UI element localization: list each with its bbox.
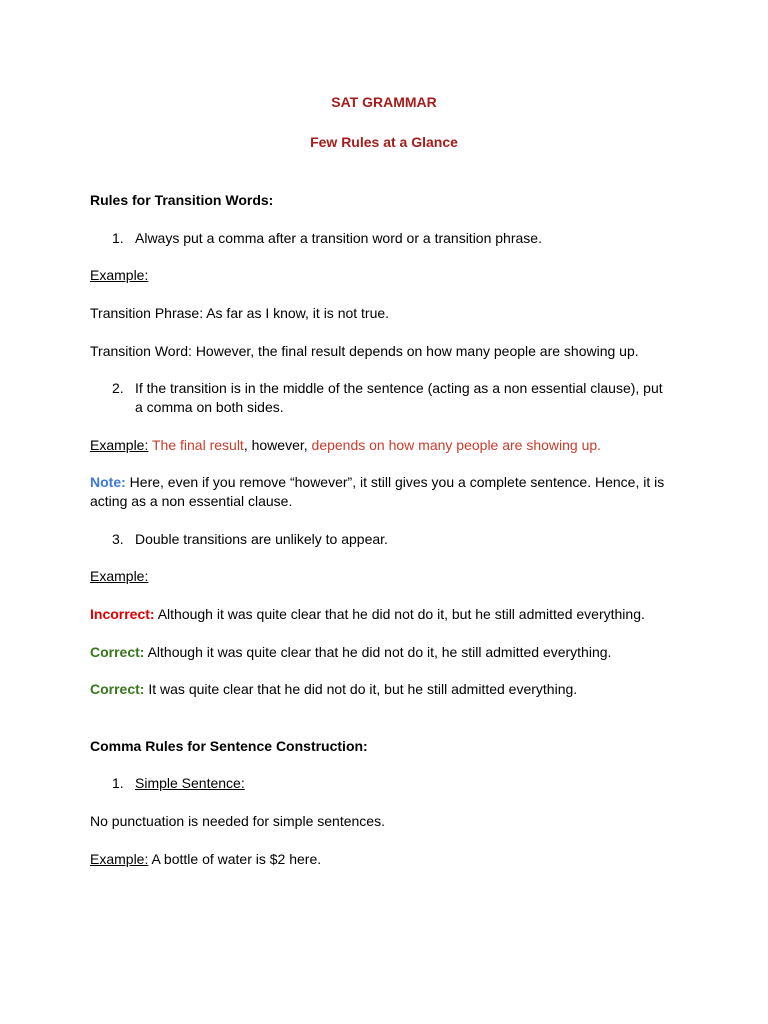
- rule-text: Always put a comma after a transition word or a transition phrase.: [135, 230, 542, 246]
- correct-text: It was quite clear that he did not do it, but he still admitted everything.: [144, 681, 578, 697]
- list-number: 3.: [112, 531, 124, 547]
- note-paragraph: [90, 473, 675, 511]
- section-heading-transition-words: Rules for Transition Words:: [90, 192, 274, 208]
- incorrect-text: Although it was quite clear that he did not do it, but he still admitted everything.: [154, 606, 645, 622]
- example-label-text: Example:: [90, 568, 149, 584]
- simple-sentence-description: No punctuation is needed for simple sentences.: [90, 813, 385, 829]
- correct-example-2: [90, 680, 675, 699]
- correct-label: Correct:: [90, 681, 145, 697]
- example-text: A bottle of water is $2 here.: [148, 851, 322, 867]
- example-label-text: Example:: [90, 437, 149, 453]
- transition-word-example: Transition Word: However, the final result depends on how many people are showing up.: [90, 343, 639, 359]
- rule-item-1: [112, 229, 672, 248]
- rule-text: Double transitions are unlikely to appear.: [135, 531, 388, 547]
- rule-text: If the transition is in the middle of the sentence (acting as a non essential clause), put a comma on both sides.: [135, 380, 663, 415]
- transition-phrase-example: Transition Phrase: As far as I know, it is not true.: [90, 305, 390, 321]
- example-label: [90, 266, 675, 285]
- example-label-text: Example:: [90, 851, 149, 867]
- example-transition-word: , however,: [243, 437, 312, 453]
- example-red-subject: The final result: [152, 437, 244, 453]
- rule-item-2: [112, 379, 672, 417]
- rule-text: Simple Sentence:: [135, 775, 245, 791]
- incorrect-label: Incorrect:: [90, 606, 155, 622]
- example-label: [90, 567, 675, 586]
- incorrect-example: [90, 605, 675, 624]
- list-number: 1.: [112, 775, 124, 791]
- simple-sentence-example: [90, 850, 675, 869]
- example-middle-transition: [90, 436, 675, 455]
- correct-text: Although it was quite clear that he did not do it, he still admitted everything.: [144, 644, 612, 660]
- list-number: 2.: [112, 380, 124, 396]
- note-label: Note:: [90, 474, 126, 490]
- comma-rule-item-1: [112, 774, 672, 793]
- correct-example-1: [90, 643, 675, 662]
- section-heading-comma-rules: Comma Rules for Sentence Construction:: [90, 738, 368, 754]
- list-number: 1.: [112, 230, 124, 246]
- example-label-text: Example:: [90, 267, 149, 283]
- rule-item-3: [112, 530, 672, 549]
- document-title: SAT GRAMMAR: [331, 94, 437, 110]
- correct-label: Correct:: [90, 644, 145, 660]
- document-subtitle: Few Rules at a Glance: [310, 134, 458, 150]
- example-red-predicate: depends on how many people are showing up.: [311, 437, 602, 453]
- note-text: Here, even if you remove “however”, it still gives you a complete sentence. Hence, it is acting as a non essential clause.: [90, 474, 665, 509]
